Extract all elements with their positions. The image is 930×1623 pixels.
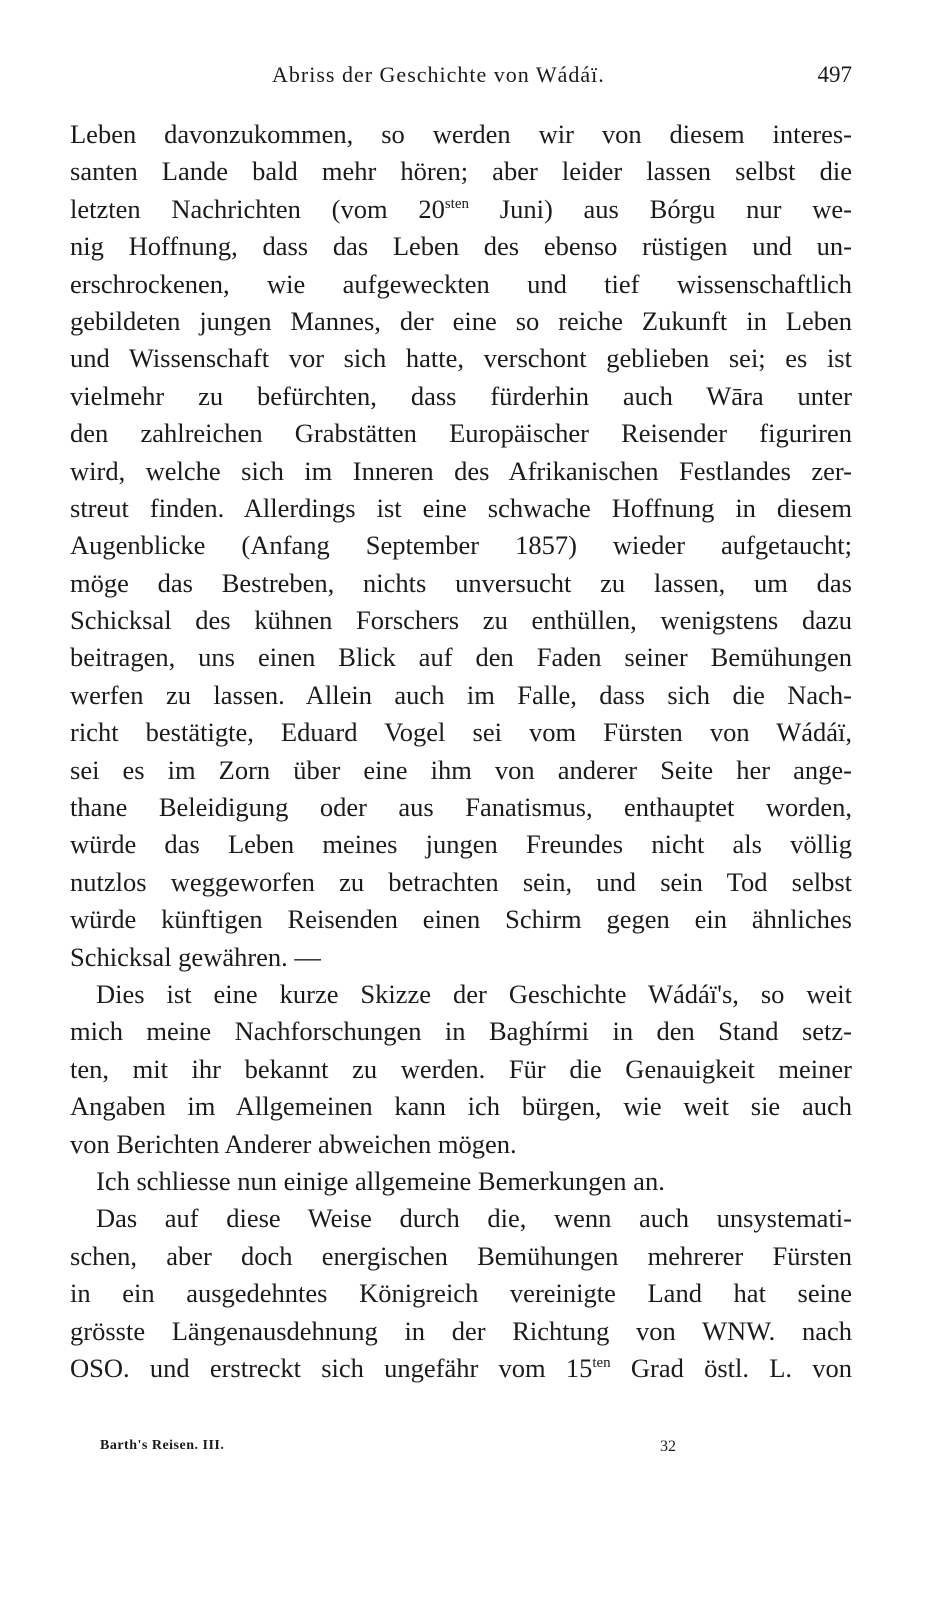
- body-text: [70, 116, 852, 1387]
- page-footer: [100, 1438, 720, 1462]
- text-line: möge das Bestreben, nichts unversucht zu lassen, um das: [70, 567, 852, 598]
- page-header: [72, 62, 852, 102]
- superscript: sten: [444, 195, 470, 212]
- text-line: mich meine Nachforschungen in Baghírmi in den Stand setz-: [70, 1016, 852, 1047]
- text-line: den zahlreichen Grabstätten Europäischer Reisender figuriren: [70, 418, 852, 449]
- text-line: thane Beleidigung oder aus Fanatismus, enthauptet worden,: [70, 792, 852, 823]
- text-line: sei es im Zorn über eine ihm von anderer Seite her ange-: [70, 754, 852, 785]
- text-line: wird, welche sich im Inneren des Afrikanischen Festlandes zer-: [70, 455, 852, 486]
- text-line: in ein ausgedehntes Königreich vereinigte Land hat seine: [70, 1278, 852, 1309]
- running-title: Abriss der Geschichte von Wádáï.: [272, 62, 605, 87]
- text-line: Schicksal des kühnen Forschers zu enthüllen, wenigstens dazu: [70, 605, 852, 636]
- text-line: Das auf diese Weise durch die, wenn auch unsystemati-: [96, 1203, 852, 1234]
- text-line: richt bestätigte, Eduard Vogel sei vom Fürsten von Wádáï,: [70, 717, 852, 748]
- text-line: Angaben im Allgemeinen kann ich bürgen, wie weit sie auch: [70, 1091, 852, 1122]
- sheet-number: 32: [660, 1438, 676, 1455]
- text-line: nig Hoffnung, dass das Leben des ebenso rüstigen und un-: [70, 231, 852, 262]
- text-line: würde das Leben meines jungen Freundes nicht als völlig: [70, 829, 852, 860]
- page-number: 497: [817, 62, 852, 87]
- text-line: Schicksal gewähren. —: [70, 941, 321, 972]
- text-line: Augenblicke (Anfang September 1857) wieder aufgetaucht;: [70, 530, 852, 561]
- text-line: beitragen, uns einen Blick auf den Faden seiner Bemühungen: [70, 642, 852, 673]
- text-line: und Wissenschaft vor sich hatte, verschont geblieben sei; es ist: [70, 343, 852, 374]
- text-line: würde künftigen Reisenden einen Schirm gegen ein ähnliches: [70, 904, 852, 935]
- text-line: erschrockenen, wie aufgeweckten und tief wissenschaftlich: [70, 268, 852, 299]
- text-line: Leben davonzukommen, so werden wir von diesem interes-: [70, 119, 852, 149]
- text-line: Dies ist eine kurze Skizze der Geschichte Wádáï's, so weit: [96, 978, 852, 1009]
- text-line: ten, mit ihr bekannt zu werden. Für die Genauigkeit meiner: [70, 1053, 852, 1084]
- text-line: streut finden. Allerdings ist eine schwache Hoffnung in diesem: [70, 492, 852, 523]
- text-line: letzten Nachrichten (vom $20^{sten}$ Juni) aus Bórgu nur we-: [70, 193, 852, 224]
- printer-signature: Barth's Reisen. III.: [100, 1438, 225, 1453]
- text-line: grösste Längenausdehnung in der Richtung von WNW. nach: [70, 1315, 852, 1346]
- text-line: santen Lande bald mehr hören; aber leider lassen selbst die: [70, 156, 852, 187]
- text-line: schen, aber doch energischen Bemühungen mehrerer Fürsten: [70, 1240, 852, 1271]
- text-line: Ich schliesse nun einige allgemeine Bemerkungen an.: [96, 1165, 665, 1196]
- text-line: von Berichten Anderer abweichen mögen.: [70, 1128, 517, 1159]
- text-line: gebildeten jungen Mannes, der eine so reiche Zukunft in Leben: [70, 305, 852, 336]
- text-line: vielmehr zu befürchten, dass fürderhin auch Wāra unter: [70, 380, 852, 411]
- text-line: werfen zu lassen. Allein auch im Falle, dass sich die Nach-: [70, 679, 852, 710]
- text-line: OSO. und erstreckt sich ungefähr vom $15^{ten}$ Grad östl. L. von: [70, 1352, 852, 1383]
- text-line: nutzlos weggeworfen zu betrachten sein, und sein Tod selbst: [70, 866, 852, 897]
- superscript: ten: [592, 1354, 611, 1371]
